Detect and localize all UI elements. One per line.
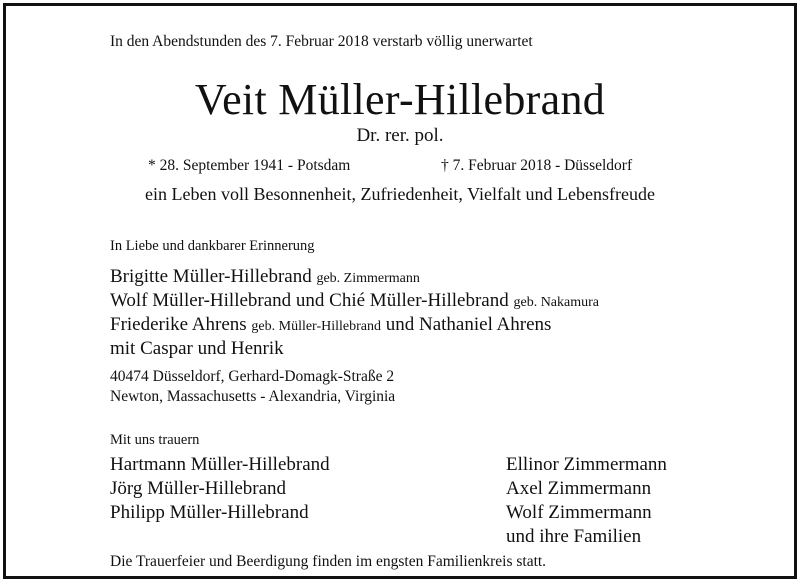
maiden-name-note: geb. Zimmermann	[316, 271, 420, 286]
memory-line: In Liebe und dankbarer Erinnerung	[110, 238, 315, 254]
mourner-right: Wolf Zimmermann	[506, 502, 652, 523]
deceased-name: Veit Müller-Hillebrand	[194, 75, 606, 124]
address-line-2: Newton, Massachusetts - Alexandria, Virginia	[110, 388, 396, 405]
maiden-name-note: geb. Nakamura	[513, 295, 600, 310]
mourners-heading: Mit uns trauern	[110, 432, 200, 448]
family-name: Wolf Müller-Hillebrand und Chié Müller-Hillebrand	[110, 290, 509, 311]
family-line-3	[110, 315, 551, 334]
mourner-right: und ihre Familien	[506, 526, 642, 547]
obituary-notice	[3, 3, 797, 579]
academic-title: Dr. rer. pol.	[356, 125, 444, 146]
family-name: und Nathaniel Ahrens	[385, 314, 552, 335]
intro-line: In den Abendstunden des 7. Februar 2018 verstarb völlig unerwartet	[110, 33, 533, 50]
mourner-left: Jörg Müller-Hillebrand	[110, 478, 287, 499]
mourner-right: Axel Zimmermann	[506, 478, 652, 499]
family-name: Brigitte Müller-Hillebrand	[110, 266, 312, 287]
life-motto: ein Leben voll Besonnenheit, Zufriedenheit, Vielfalt und Lebensfreude	[145, 184, 655, 204]
death-date: † 7. Februar 2018 - Düsseldorf	[441, 157, 633, 174]
birth-date: * 28. September 1941 - Potsdam	[148, 157, 351, 174]
mourner-left: Philipp Müller-Hillebrand	[110, 502, 309, 523]
mourner-right: Ellinor Zimmermann	[506, 454, 667, 475]
family-line-4: mit Caspar und Henrik	[110, 338, 284, 359]
mourner-left: Hartmann Müller-Hillebrand	[110, 454, 330, 475]
family-line-1	[110, 267, 420, 286]
address-line-1: 40474 Düsseldorf, Gerhard-Domagk-Straße 2	[110, 368, 395, 385]
funeral-note: Die Trauerfeier und Beerdigung finden im engsten Familienkreis statt.	[110, 553, 547, 570]
family-name: Friederike Ahrens	[110, 314, 247, 335]
family-line-2	[110, 291, 599, 310]
maiden-name-note: geb. Müller-Hillebrand	[251, 319, 381, 334]
